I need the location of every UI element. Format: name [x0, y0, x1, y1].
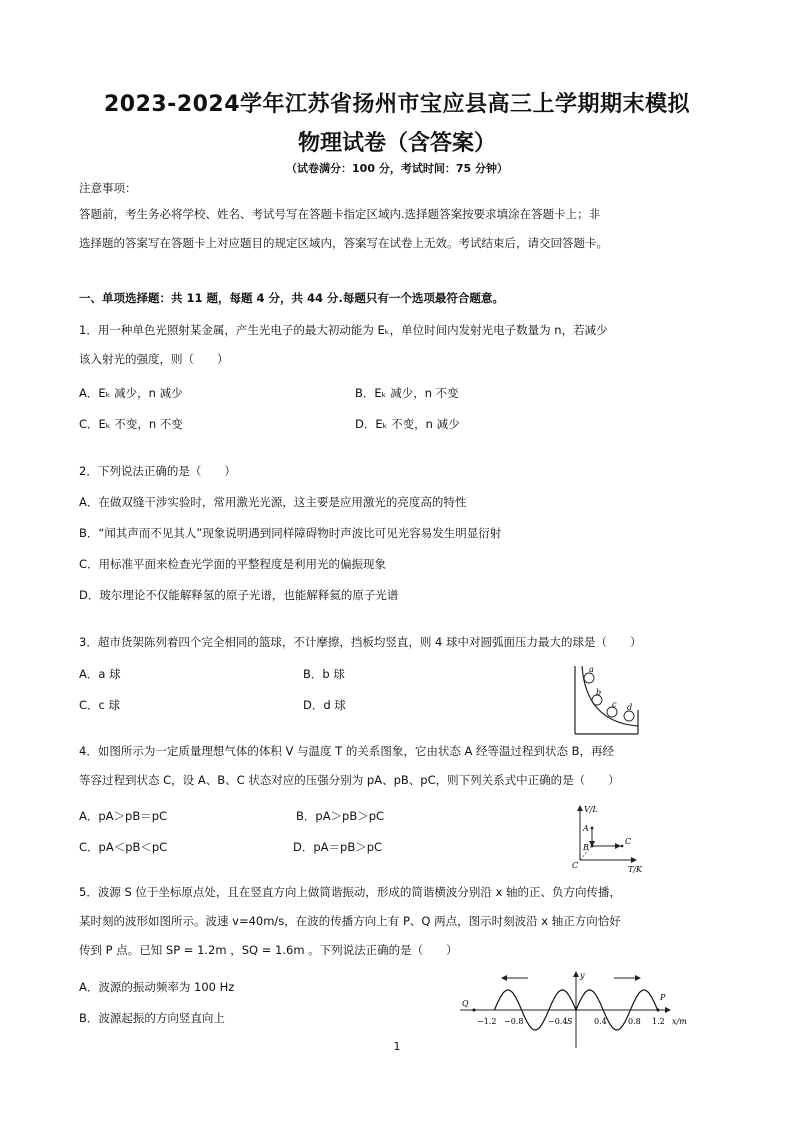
notice-line2: 选择题的答案写在答题卡上对应题目的规定区域内，答案写在试卷上无效。考试结束后，请交回答题卡。 — [79, 236, 608, 250]
q5-tick-neg-1-2: −1.2 — [477, 1017, 497, 1026]
q5-point-q-label: Q — [462, 999, 469, 1008]
q5-y-axis-label: y — [580, 971, 585, 980]
q5-option-a: A．波源的振动频率为 100 Hz — [79, 980, 235, 994]
q5-point-q — [473, 1009, 476, 1012]
q5-tick-neg-0-8: −0.8 — [504, 1017, 524, 1026]
q4-option-d: D．pA＝pB＞pC — [293, 840, 383, 854]
q2-option-c: C．用标准平面来检查光学面的平整程度是利用光的偏振现象 — [79, 557, 387, 571]
q4-point-a-label: A — [583, 824, 589, 833]
q3-label-d: d — [627, 703, 633, 712]
q5-tick-1-2: 1.2 — [652, 1017, 665, 1026]
notice-line1: 答题前，考生务必将学校、姓名、考试号写在答题卡指定区域内.选择题答案按要求填涂在答题卡上；非 — [79, 207, 601, 221]
q2-option-d: D．玻尔理论不仅能解释氢的原子光谱，也能解释氦的原子光谱 — [79, 588, 399, 602]
q2-stem: 2．下列说法正确的是（ ） — [79, 464, 236, 478]
q4-point-b-label: B — [583, 843, 589, 852]
page-title-line1: 2023-2024学年江苏省扬州市宝应县高三上学期期末模拟 — [103, 92, 691, 117]
q5-wave-graph — [456, 968, 696, 1050]
q1-option-c: C．Eₖ 不变，n 不变 — [79, 417, 183, 431]
q4-point-c-label: C — [625, 837, 632, 846]
q1-option-a: A．Eₖ 减少，n 减少 — [79, 386, 183, 400]
q4-option-c: C．pA＜pB＜pC — [79, 840, 168, 854]
q4-y-axis-label: V/L — [584, 805, 598, 814]
exam-info: （试卷满分：100 分，考试时间：75 分钟） — [286, 162, 508, 175]
q4-option-a: A．pA＞pB＝pC — [79, 809, 168, 823]
q3-label-b: b — [596, 688, 602, 697]
q1-stem-line2: 该入射光的强度，则（ ） — [79, 352, 229, 366]
q5-stem-line1: 5．波源 S 位于坐标原点处，且在竖直方向上做简谐振动，形成的简谐横波分别沿 x 轴的正、负方向传播， — [79, 885, 622, 899]
q1-stem-line1: 1．用一种单色光照射某金属，产生光电子的最大初动能为 Eₖ，单位时间内发射光电子数量为 n，若减少 — [79, 323, 608, 337]
q5-point-p-label: P — [660, 993, 666, 1002]
q3-shelf-figure — [572, 664, 642, 736]
q5-x-axis-label: x/m — [672, 1017, 687, 1026]
q1-option-d: D．Eₖ 不变，n 减少 — [355, 417, 460, 431]
q5-tick-neg-0-4: −0.4 — [548, 1017, 568, 1026]
q5-stem-line2: 某时刻的波形如图所示。波速 v=40m/s，在波的传播方向上有 P、Q 两点，图示时刻波沿 x 轴正方向恰好 — [79, 914, 621, 928]
q3-option-a: A．a 球 — [79, 667, 121, 681]
q5-tick-0-8: 0.8 — [628, 1017, 641, 1026]
q3-option-d: D．d 球 — [303, 698, 346, 712]
q3-stem: 3．超市货架陈列着四个完全相同的篮球，不计摩擦，挡板均竖直，则 4 球中对圆弧面压力最大的球是（ ） — [79, 635, 642, 649]
q2-option-a: A．在做双缝干涉实验时，常用激光光源，这主要是应用激光的亮度高的特性 — [79, 495, 467, 509]
page-title-line2: 物理试卷（含答案） — [297, 131, 496, 156]
q4-stem-line1: 4．如图所示为一定质量理想气体的体积 V 与温度 T 的关系图象，它由状态 A 经等温过程到状态 B，再经 — [79, 744, 615, 758]
q1-option-b: B．Eₖ 减少，n 不变 — [355, 386, 459, 400]
q5-tick-0-4: 0.4 — [594, 1017, 607, 1026]
q3-label-a: a — [589, 665, 594, 674]
q3-option-b: B．b 球 — [303, 667, 345, 681]
q4-origin-label: C — [572, 861, 579, 870]
q4-stem-line2: 等容过程到状态 C，设 A、B、C 状态对应的压强分别为 pA、pB、pC，则下列关系式中正确的是（ ） — [79, 773, 620, 787]
q2-option-b: B．“闻其声而不见其人”现象说明遇到同样障碍物时声波比可见光容易发生明显衍射 — [79, 526, 502, 540]
q3-option-c: C．c 球 — [79, 698, 121, 712]
q3-label-c: c — [612, 700, 617, 709]
q5-option-b: B．波源起振的方向竖直向上 — [79, 1011, 225, 1025]
q4-vt-graph — [566, 800, 650, 874]
notice-label: 注意事项： — [79, 181, 137, 195]
page-number: 1 — [393, 1040, 401, 1053]
section-heading: 一、单项选择题：共 11 题，每题 4 分，共 44 分.每题只有一个选项最符合题意。 — [79, 291, 504, 305]
q5-origin-s: S — [567, 1017, 573, 1026]
q5-stem-line3: 传到 P 点。已知 SP = 1.2m ，SQ = 1.6m 。下列说法正确的是（ ） — [79, 943, 458, 957]
q4-x-axis-label: T/K — [628, 865, 643, 874]
q5-point-p — [657, 1009, 660, 1012]
q4-option-b: B．pA＞pB＞pC — [296, 809, 385, 823]
